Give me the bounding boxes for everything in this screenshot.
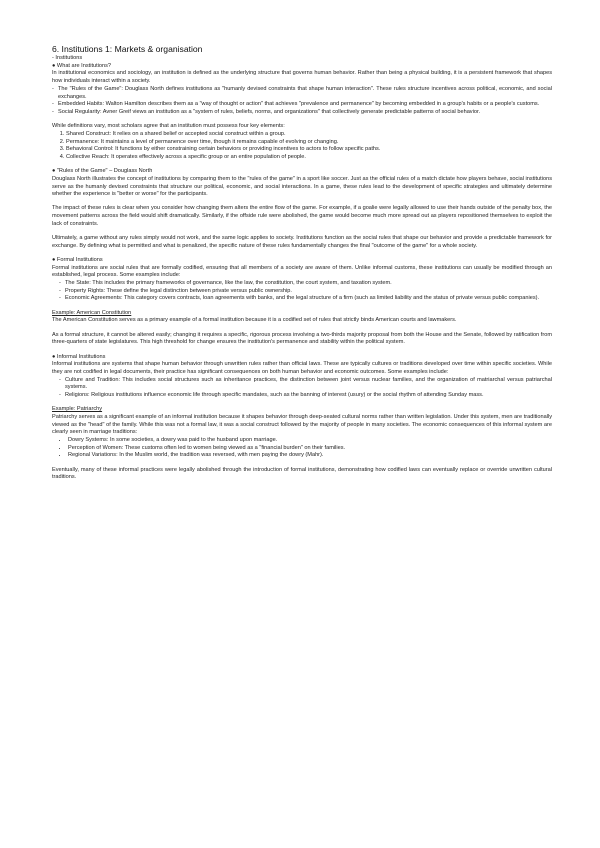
formal-examples-list xyxy=(52,280,552,303)
paragraph: Ultimately, a game without any rules simply would not work, and the same logic applies to society. Institutions function as the social rules that shape our behavior and provide a predictable framework for exchange. By defining what is permitted and what is penalized, the specific nature of these rules fundamentally changes the final "outcome of the game" for a whole society. xyxy=(52,235,552,249)
paragraph: Eventually, many of these informal practices were legally abolished through the introduction of formal institutions, demonstrating how codified laws can eventually replace or override unwritten cultural traditions. xyxy=(52,466,552,481)
paragraph: As a formal structure, it cannot be altered easily; changing it requires a specific, rigorous process involving a two-thirds majority proposal from both the House and the Senate, followed by ratification from three-quarters of state legislatures. This high threshold for change ensures the institution's permanence and stability within the political system. xyxy=(52,331,552,346)
section-heading-what-are-institutions: ● What are Institutions? xyxy=(52,62,112,69)
list-item: - Embedded Habits: Walton Hamilton describes them as a "way of thought or action" that achieves "prevalence and permanence" by becoming embedded in a group's habits or a people's customs. xyxy=(52,101,552,109)
list-item: 1. Shared Construct: It relies on a shared belief or accepted social construct within a group. xyxy=(66,131,552,139)
list-item: - The "Rules of the Game": Douglass North defines institutions as "humanly devised constraints that shape human interaction". These rules structure incentives across political, economic, and social exchanges. xyxy=(52,86,552,101)
document-page xyxy=(52,44,552,482)
key-elements-list xyxy=(52,131,552,162)
list-item: • Perception of Women: These customs often led to women being viewed as a "financial burden" on their families. xyxy=(68,445,552,453)
paragraph: Patriarchy serves as a significant example of an informal institution because it shapes behavior through deep-seated cultural norms rather than written legislation. Under this system, men are traditionally viewed as the "head" of the family. While this was not a formal law, it was a social construct followed by the majority of people in many societies. The economic consequences of this informal system are clearly seen in marriage traditions: xyxy=(52,413,552,436)
list-item: - Social Regularity: Avner Greif views an institution as a "system of rules, beliefs, norms, and organizations" that collectively generate predictable patterns of social behavior. xyxy=(52,109,552,117)
section-heading-formal-institutions: ● Formal Institutions xyxy=(52,256,103,263)
paragraph: Formal institutions are social rules that are formally codified, ensuring that all members of a society are aware of them. Unlike informal customs, these institutions can usually be modified through an established, legal process. Some examples include: xyxy=(52,264,552,279)
patriarchy-examples-list xyxy=(52,437,552,460)
list-item: - Religions: Religious institutions influence economic life through specific mandates, such as the banning of interest (usury) or the social rhythm of attending Sunday mass. xyxy=(59,392,552,400)
paragraph: In institutional economics and sociology, an institution is defined as the underlying structure that governs human behavior. Rather than being a physical building, it is a persistent framework that shapes how individuals interact within a society. xyxy=(52,70,552,85)
page-subtitle: - Institutions xyxy=(52,55,83,61)
list-item: • Regional Variations: In the Muslim world, the tradition was reversed, with men paying the dowry (Mahr). xyxy=(68,452,552,460)
paragraph: Douglass North illustrates the concept of institutions by comparing them to the "rules of the game" in a sport like soccer. Just as the official rules of a match dictate how players behave, social institutions serve as the humanly devised constraints that structure our political, economic, and social interactions. In a game, these rules lead to the development of specific strategies and ultimately determine whether the experience is "better or worse" for the participants. xyxy=(52,175,552,198)
list-item: - The State: This includes the primary frameworks of governance, like the law, the constitution, the court system, and taxation system. xyxy=(59,280,552,288)
section-heading-rules-of-the-game: ● "Rules of the Game" – Douglass North xyxy=(52,168,153,175)
page-title: 6. Institutions 1: Markets & organisation xyxy=(52,44,203,54)
definitions-list xyxy=(52,86,552,117)
list-item: - Economic Agreements: This category covers contracts, loan agreements with banks, and the legal structure of a firm (such as limited liability and the status of private versus public companies). xyxy=(59,295,552,303)
informal-examples-list xyxy=(52,377,552,400)
list-item: 4. Collective Reach: It operates effectively across a specific group or an entire population of people. xyxy=(66,154,552,162)
list-item: - Property Rights: These define the legal distinction between private versus public ownership. xyxy=(59,288,552,296)
section-heading-informal-institutions: ● Informal Institutions xyxy=(52,353,106,360)
paragraph: The impact of these rules is clear when you consider how changing them alters the entire flow of the game. For example, if a goalie were legally allowed to use their hands outside of the penalty box, the movement patterns across the field would shift dramatically. Similarly, if the offside rule were abolished, the game would become much more spread out as players repositioned themselves to exploit the lack of constraints. xyxy=(52,205,552,227)
list-item: 3. Behavioral Control: It functions by either constraining certain behaviors or providing incentives to actors to follow specific paths. xyxy=(66,146,552,154)
list-item: • Dowry Systems: In some societies, a dowry was paid to the husband upon marriage. xyxy=(68,437,552,445)
paragraph: While definitions vary, most scholars agree that an institution must possess four key elements: xyxy=(52,123,285,130)
paragraph: The American Constitution serves as a primary example of a formal institution because it is a codified set of rules that strictly binds American courts and lawmakers. xyxy=(52,317,457,324)
list-item: 2. Permanence: It maintains a level of permanence over time, though it remains capable of evolving or changing. xyxy=(66,139,552,147)
paragraph: Informal institutions are systems that shape human behavior through unwritten rules rather than official laws. These are typically cultures or traditions developed over time within specific societies. While they are not codified in legal documents, their practice has significant consequences on both human behavior and economic outcomes. Some examples include: xyxy=(52,361,552,375)
example-label-patriarchy: Example: Patriarchy xyxy=(52,406,103,413)
list-item: - Culture and Tradition: This includes social structures such as inheritance practices, the distinction between joint versus nuclear families, and the organization of matriarchal versus patriarchal systems. xyxy=(59,377,552,392)
example-label-american-constitution: Example: American Constitution xyxy=(52,309,132,316)
